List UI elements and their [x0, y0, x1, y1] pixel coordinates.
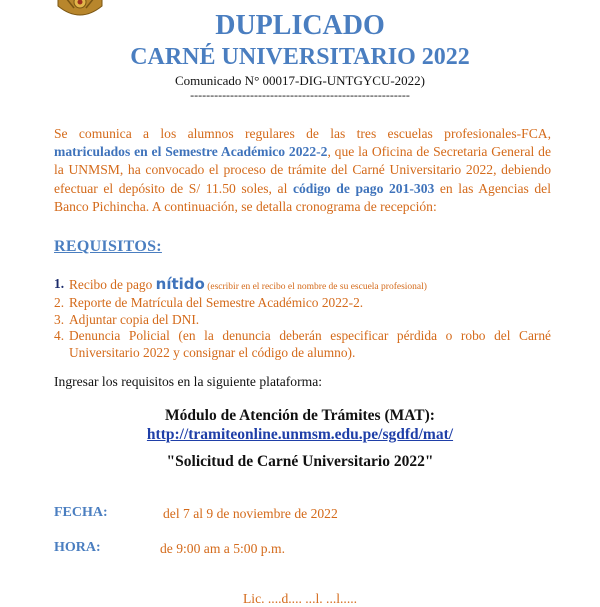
intro-text-2: , que la Oficina de Secretaria General de la UNMSM, ha convocado el proceso de trámite del Carné Universitario 2022, debiendo efectuar el depósito de S/ 11.50 soles, al [54, 144, 551, 196]
list-item-number: 3. [54, 311, 65, 327]
platform-intro: Ingresar los requisitos en la siguiente plataforma: [54, 374, 323, 389]
fecha-label: FECHA: [54, 505, 108, 520]
hora-label: HORA: [54, 540, 101, 555]
intro-highlight-semester: matriculados en el Semestre Académico 2022-2 [54, 144, 328, 160]
platform-link[interactable]: http://tramiteonline.unmsm.edu.pe/sgdfd/mat/ [146, 426, 454, 443]
list-item-number: 2. [54, 295, 65, 311]
dashed-divider: ------------------------------------------------------- [190, 88, 410, 102]
module-title: Módulo de Atención de Trámites (MAT): [165, 407, 435, 424]
list-item-number: 1. [54, 276, 65, 291]
list-item-text: Denuncia Policial (en la denuncia deberán especificar pérdida o robo del Carné Universitario 2022 y consignar el código de alumno). [69, 328, 551, 360]
requisitos-heading: REQUISITOS: [54, 238, 162, 255]
intro-paragraph [54, 125, 551, 216]
list-item [54, 312, 551, 328]
intro-text-3: en las Agencias del Banco Pichincha. A continuación, se detalla cronograma de recepción: [54, 180, 551, 214]
list-item-note: (escribir en el recibo el nombre de su escuela profesional) [204, 282, 427, 292]
fecha-value: del 7 al 9 de noviembre de 2022 [163, 506, 338, 521]
list-item [54, 295, 551, 311]
list-item-text [69, 276, 551, 295]
intro-text-1: Se comunica a los alumnos regulares de las tres escuelas profesionales-FCA, [54, 126, 551, 141]
intro-highlight-payment-code: código de pago 201-303 [292, 180, 435, 196]
emphasis-nitido: nítido [155, 275, 205, 293]
footer-cut-text: Lic. ....d.... ...l. ...l..... [242, 591, 358, 606]
request-title: "Solicitud de Carné Universitario 2022" [166, 453, 434, 470]
list-item [54, 328, 551, 361]
title-duplicado: DUPLICADO [215, 10, 385, 41]
list-item-label: Recibo de pago [69, 277, 156, 292]
list-item-text: Reporte de Matrícula del Semestre Académico 2022-2. [69, 295, 364, 311]
comunicado-number: Comunicado N° 00017-DIG-UNTGYCU-2022) [175, 73, 425, 88]
list-item-number: 4. [54, 328, 65, 344]
hora-value: de 9:00 am a 5:00 p.m. [160, 541, 285, 556]
requisitos-list [54, 276, 551, 361]
list-item-text: Adjuntar copia del DNI. [69, 311, 200, 327]
title-carne: CARNÉ UNIVERSITARIO 2022 [130, 44, 470, 70]
list-item [54, 276, 551, 295]
